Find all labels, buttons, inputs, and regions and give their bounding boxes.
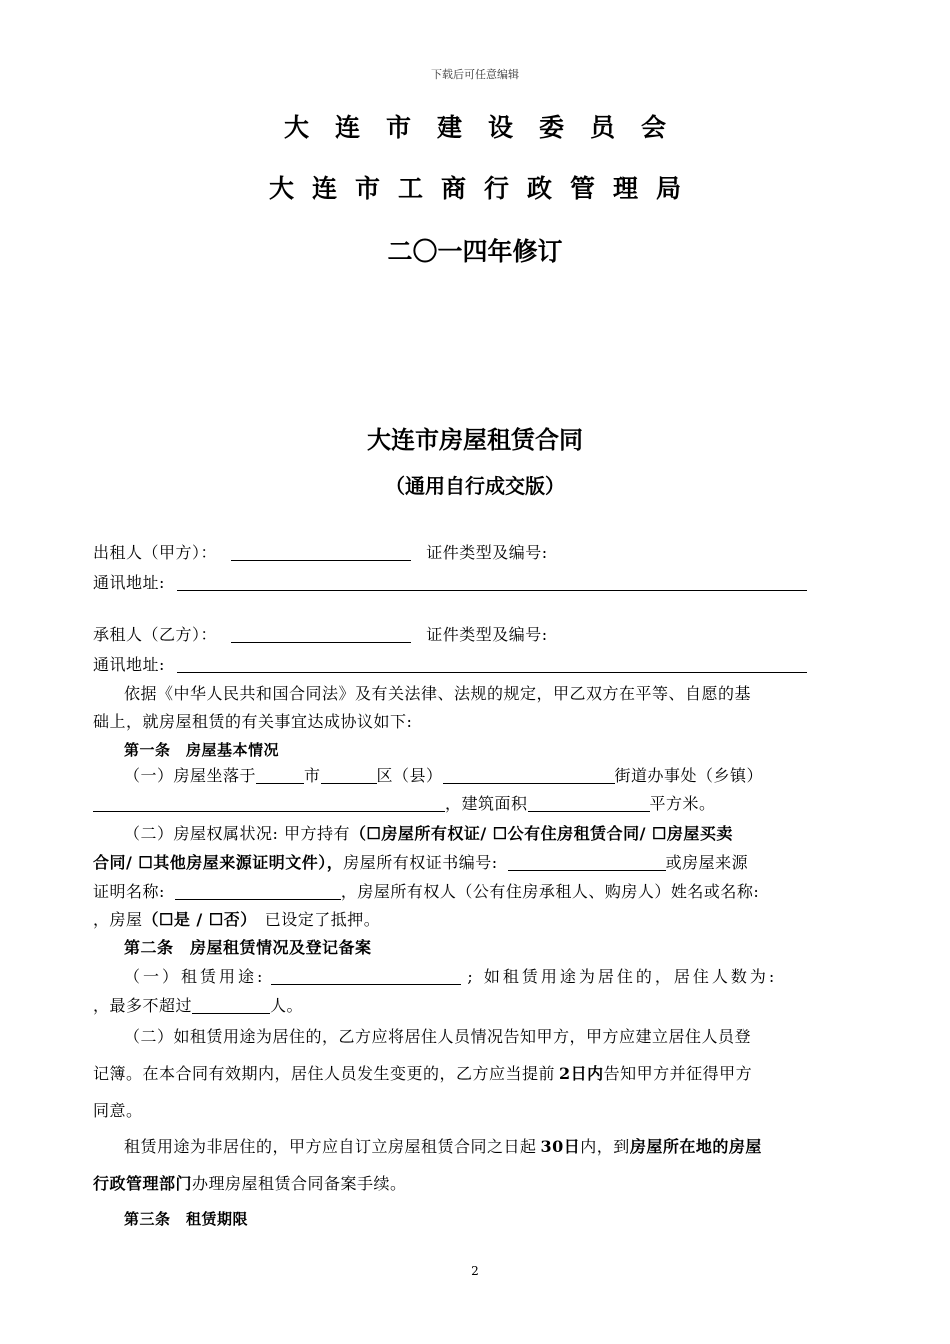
max-occupants-blank[interactable] (192, 997, 270, 1014)
ownership-text: （二）房屋权属状况: 甲方持有 (124, 824, 350, 843)
lessee-address-label: 通讯地址: (93, 655, 165, 674)
filing-authority-2: 行政管理部门 (93, 1174, 193, 1193)
article-2-use-line (124, 966, 777, 988)
certificate-no-text: 房屋所有权证书编号: (343, 853, 498, 872)
occupants-text: ; 如租赁用途为居住的，居住人数为: (467, 967, 778, 986)
lessee-id-label: 证件类型及编号: (426, 625, 548, 644)
intro-line-2: 础上，就房屋租赁的有关事宜达成协议如下: (93, 712, 413, 731)
article-1-ownership-line-2 (93, 852, 748, 874)
street-text: 街道办事处（乡镇） (614, 766, 764, 785)
lessee-label: 承租人（乙方）： (93, 625, 218, 644)
lessee-address-blank[interactable] (177, 656, 807, 673)
lessor-label: 出租人（甲方）： (93, 543, 218, 562)
lessee-address-line (93, 654, 807, 676)
article-2-p3-line-2 (93, 1173, 407, 1195)
district-blank[interactable] (321, 767, 377, 784)
lessor-line (93, 542, 548, 564)
article-1-area-line (93, 793, 716, 815)
person-unit-text: 人。 (270, 996, 304, 1015)
filing-tail-text: 办理房屋租赁合同备案手续。 (192, 1174, 407, 1193)
lessee-name-blank[interactable] (231, 626, 411, 643)
header-note: 下载后可任意编辑 (431, 68, 519, 81)
article-2-p3-line-1 (124, 1136, 762, 1158)
source-text: 或房屋来源 (665, 853, 749, 872)
page-number: 2 (471, 1264, 479, 1278)
lessor-address-blank[interactable] (177, 574, 807, 591)
street-blank[interactable] (443, 767, 615, 784)
city-text: 市 (304, 766, 321, 785)
article-1-mortgage-line (93, 909, 380, 931)
article-2-p2-line-1: （二）如租赁用途为居住的，乙方应将居住人员情况告知甲方，甲方应建立居住人员登 (124, 1027, 752, 1046)
mortgage-tail-text: 已设定了抵押。 (264, 910, 381, 929)
use-blank[interactable] (271, 968, 461, 985)
filing-days: 30日 (540, 1137, 581, 1156)
article-2-p2-line-3: 同意。 (93, 1101, 143, 1120)
certificate-no-blank[interactable] (508, 854, 666, 871)
ownership-options-1[interactable]: （☐房屋所有权证/ ☐公有住房租赁合同/ ☐房屋买卖 (349, 824, 733, 843)
max-text: ，最多不超过 (93, 996, 193, 1015)
article-1-title: 第一条 房屋基本情况 (124, 741, 280, 759)
mortgage-text: ，房屋 (93, 910, 143, 929)
article-1-ownership-line-1 (124, 823, 733, 845)
ownership-options-2[interactable]: 合同/ ☐其他房屋来源证明文件）， (93, 853, 344, 872)
location-text: （一）房屋坐落于 (124, 766, 257, 785)
article-1-ownership-line-3 (93, 881, 759, 903)
city-blank[interactable] (256, 767, 304, 784)
use-text: （一）租赁用途: (124, 967, 266, 986)
area-unit-text: 平方米。 (649, 794, 716, 813)
notice-tail-text: 告知甲方并征得甲方 (603, 1064, 753, 1083)
notice-days: 2日内 (559, 1064, 604, 1083)
owner-name-text: ，房屋所有权人（公有住房承租人、购房人）姓名或名称: (340, 882, 760, 901)
article-2-title: 第二条 房屋租赁情况及登记备案 (124, 938, 372, 957)
article-1-location-line (124, 765, 763, 787)
article-3-title: 第三条 租赁期限 (124, 1210, 249, 1228)
source-name-blank[interactable] (175, 883, 341, 900)
filing-mid-text: 内，到 (580, 1137, 630, 1156)
notice-text: 记簿。在本合同有效期内，居住人员发生变更的，乙方应当提前 (93, 1064, 556, 1083)
source-name-text: 证明名称: (93, 882, 165, 901)
lessor-id-label: 证件类型及编号: (426, 543, 548, 562)
issuer-construction-committee: 大连市建设委员会 (283, 113, 692, 142)
mortgage-options[interactable]: （☐是 / ☐否） (142, 910, 257, 929)
doc-subtitle: （通用自行成交版） (385, 474, 565, 498)
intro-line-1: 依据《中华人民共和国合同法》及有关法律、法规的规定，甲乙双方在平等、自愿的基 (124, 684, 752, 703)
lessor-name-blank[interactable] (231, 544, 411, 561)
filing-authority-1: 房屋所在地的房屋 (629, 1137, 762, 1156)
area-blank[interactable] (528, 795, 650, 812)
district-text: 区（县） (376, 766, 443, 785)
lessor-address-line (93, 572, 807, 594)
area-text: ，建筑面积 (445, 794, 528, 813)
lessee-line (93, 624, 548, 646)
address-detail-blank[interactable] (93, 795, 445, 812)
doc-title: 大连市房屋租赁合同 (367, 426, 583, 454)
article-2-p2-line-2 (93, 1063, 752, 1085)
lessor-address-label: 通讯地址: (93, 573, 165, 592)
article-2-max-line (93, 995, 303, 1017)
filing-text: 租赁用途为非居住的，甲方应自订立房屋租赁合同之日起 (124, 1137, 537, 1156)
revision-note: 二〇一四年修订 (387, 237, 563, 266)
issuer-industry-commerce-bureau: 大连市工商行政管理局 (268, 174, 699, 203)
